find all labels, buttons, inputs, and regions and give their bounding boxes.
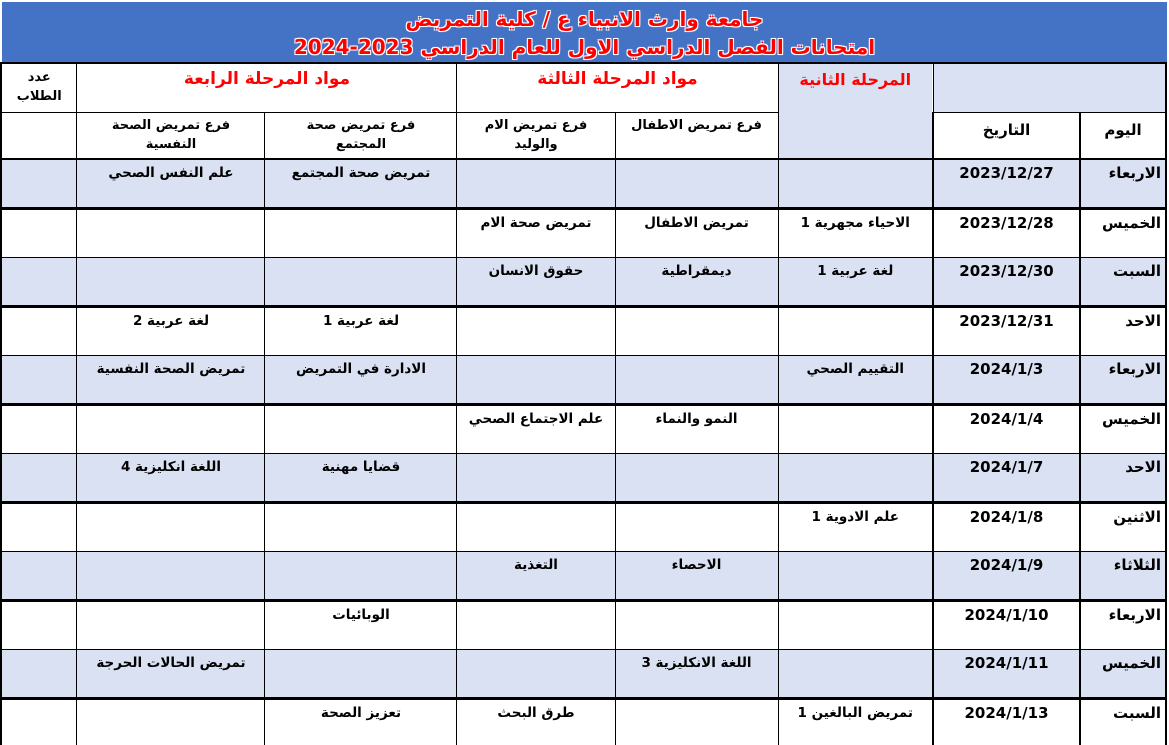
cell-stage2-subject [778, 551, 933, 600]
exam-schedule-table [0, 62, 1167, 745]
col-header-community-branch [265, 112, 457, 159]
cell-stage2-subject: التقييم الصحي [778, 355, 933, 404]
col-header-date: التاريخ [933, 112, 1080, 159]
cell-date: 2023/12/27 [933, 159, 1080, 208]
cell-stage2-subject [778, 453, 933, 502]
cell-psych-subject [77, 257, 265, 306]
cell-psych-subject [77, 404, 265, 453]
cell-stage2-subject: لغة عربية 1 [778, 257, 933, 306]
schedule-row [1, 600, 1166, 649]
cell-maternal-subject [457, 453, 615, 502]
community-branch-line2: المجتمع [335, 136, 387, 152]
cell-maternal-subject: علم الاجتماع الصحي [457, 404, 615, 453]
cell-psych-subject [77, 502, 265, 551]
schedule-row [1, 257, 1166, 306]
cell-date: 2023/12/31 [933, 306, 1080, 355]
students-count-line1: عدد [27, 70, 51, 85]
cell-pediatric-subject: اللغة الانكليزية 3 [615, 649, 778, 698]
cell-day: الاثنين [1080, 502, 1166, 551]
cell-community-subject [265, 502, 457, 551]
academic-year: 2024-2023 [293, 35, 414, 59]
cell-students-count [1, 453, 77, 502]
cell-day: الخميس [1080, 208, 1166, 257]
cell-maternal-subject: حقوق الانسان [457, 257, 615, 306]
cell-pediatric-subject [615, 159, 778, 208]
cell-stage2-subject [778, 649, 933, 698]
title-line-2 [2, 33, 1167, 61]
schedule-row [1, 404, 1166, 453]
cell-students-count [1, 404, 77, 453]
cell-date: 2023/12/30 [933, 257, 1080, 306]
cell-pediatric-subject [615, 306, 778, 355]
cell-community-subject: لغة عربية 1 [265, 306, 457, 355]
cell-day: الاحد [1080, 306, 1166, 355]
col-header-students-count [1, 63, 77, 112]
cell-date: 2024/1/13 [933, 698, 1080, 745]
title-line-1: جامعة وارث الانبياء ع / كلية التمريض [405, 7, 764, 31]
psych-branch-line1: فرع تمريض الصحة [111, 117, 231, 133]
cell-maternal-subject: التغذية [457, 551, 615, 600]
cell-day: الخميس [1080, 404, 1166, 453]
cell-maternal-subject [457, 649, 615, 698]
cell-community-subject: الوبائيات [265, 600, 457, 649]
cell-stage2-subject [778, 306, 933, 355]
cell-community-subject: الادارة في التمريض [265, 355, 457, 404]
cell-psych-subject [77, 208, 265, 257]
maternal-branch-line2: والوليد [514, 136, 558, 152]
cell-date: 2024/1/11 [933, 649, 1080, 698]
title-bar [2, 2, 1167, 62]
cell-maternal-subject [457, 502, 615, 551]
cell-pediatric-subject: الاحصاء [615, 551, 778, 600]
cell-students-count [1, 502, 77, 551]
psych-branch-line2: النفسية [145, 136, 197, 152]
cell-stage2-subject [778, 159, 933, 208]
cell-maternal-subject: تمريض صحة الام [457, 208, 615, 257]
cell-stage2-subject: علم الادوية 1 [778, 502, 933, 551]
cell-stage2-subject: تمريض البالغين 1 [778, 698, 933, 745]
cell-psych-subject: تمريض الصحة النفسية [77, 355, 265, 404]
cell-day: السبت [1080, 698, 1166, 745]
cell-psych-subject: اللغة انكليزية 4 [77, 453, 265, 502]
cell-community-subject [265, 551, 457, 600]
cell-maternal-subject [457, 159, 615, 208]
cell-psych-subject: تمريض الحالات الحرجة [77, 649, 265, 698]
cell-pediatric-subject [615, 600, 778, 649]
schedule-row [1, 649, 1166, 698]
cell-students-count [1, 159, 77, 208]
cell-maternal-subject: طرق البحث [457, 698, 615, 745]
cell-pediatric-subject [615, 502, 778, 551]
cell-stage2-subject [778, 600, 933, 649]
group-header-row [1, 63, 1166, 112]
cell-community-subject: قضايا مهنية [265, 453, 457, 502]
col-header-maternal-branch [457, 112, 615, 159]
sub-header-row [1, 112, 1166, 159]
schedule-row [1, 306, 1166, 355]
top-right-spacer-cell [933, 63, 1166, 112]
cell-date: 2024/1/4 [933, 404, 1080, 453]
schedule-row [1, 698, 1166, 745]
col-header-pediatric-branch [615, 112, 778, 159]
cell-stage2-subject [778, 404, 933, 453]
cell-pediatric-subject [615, 698, 778, 745]
cell-pediatric-subject: النمو والنماء [615, 404, 778, 453]
col-header-psych-branch [77, 112, 265, 159]
cell-students-count [1, 698, 77, 745]
maternal-branch-line1: فرع تمريض الام [484, 117, 588, 133]
cell-day: الثلاثاء [1080, 551, 1166, 600]
cell-students-count [1, 257, 77, 306]
cell-maternal-subject [457, 306, 615, 355]
schedule-row [1, 208, 1166, 257]
cell-community-subject [265, 257, 457, 306]
cell-psych-subject [77, 551, 265, 600]
cell-community-subject [265, 404, 457, 453]
cell-psych-subject: علم النفس الصحي [77, 159, 265, 208]
col-header-stage4-group: مواد المرحلة الرابعة [77, 63, 457, 112]
cell-pediatric-subject [615, 453, 778, 502]
cell-date: 2024/1/3 [933, 355, 1080, 404]
schedule-row [1, 159, 1166, 208]
title-line-2-text: امتحانات الفصل الدراسي الاول للعام الدراسي [420, 35, 876, 59]
pediatric-branch-line1: فرع تمريض الاطفال [631, 117, 762, 133]
cell-psych-subject [77, 698, 265, 745]
schedule-row [1, 355, 1166, 404]
cell-psych-subject: لغة عربية 2 [77, 306, 265, 355]
cell-students-count [1, 649, 77, 698]
cell-date: 2023/12/28 [933, 208, 1080, 257]
schedule-row [1, 453, 1166, 502]
cell-stage2-subject: الاحياء مجهرية 1 [778, 208, 933, 257]
schedule-row [1, 551, 1166, 600]
cell-day: الخميس [1080, 649, 1166, 698]
cell-day: السبت [1080, 257, 1166, 306]
col-header-stage3-group: مواد المرحلة الثالثة [457, 63, 778, 112]
cell-community-subject: تعزيز الصحة [265, 698, 457, 745]
cell-pediatric-subject [615, 355, 778, 404]
cell-maternal-subject [457, 600, 615, 649]
cell-day: الاربعاء [1080, 159, 1166, 208]
cell-students-count [1, 306, 77, 355]
cell-date: 2024/1/7 [933, 453, 1080, 502]
cell-students-count [1, 355, 77, 404]
cell-day: الاربعاء [1080, 355, 1166, 404]
cell-community-subject [265, 649, 457, 698]
cell-community-subject [265, 208, 457, 257]
cell-date: 2024/1/10 [933, 600, 1080, 649]
cell-students-count [1, 600, 77, 649]
col-header-day: اليوم [1080, 112, 1166, 159]
community-branch-line1: فرع تمريض صحة [306, 117, 416, 133]
cell-maternal-subject [457, 355, 615, 404]
cell-date: 2024/1/9 [933, 551, 1080, 600]
schedule-row [1, 502, 1166, 551]
col-header-stage2: المرحلة الثانية [778, 63, 933, 159]
students-count-line2: الطلاب [16, 89, 62, 104]
students-subheader-empty-cell [1, 112, 77, 159]
cell-date: 2024/1/8 [933, 502, 1080, 551]
cell-psych-subject [77, 600, 265, 649]
cell-day: الاربعاء [1080, 600, 1166, 649]
cell-students-count [1, 208, 77, 257]
cell-pediatric-subject: ديمقراطية [615, 257, 778, 306]
cell-day: الاحد [1080, 453, 1166, 502]
cell-pediatric-subject: تمريض الاطفال [615, 208, 778, 257]
cell-students-count [1, 551, 77, 600]
cell-community-subject: تمريض صحة المجتمع [265, 159, 457, 208]
